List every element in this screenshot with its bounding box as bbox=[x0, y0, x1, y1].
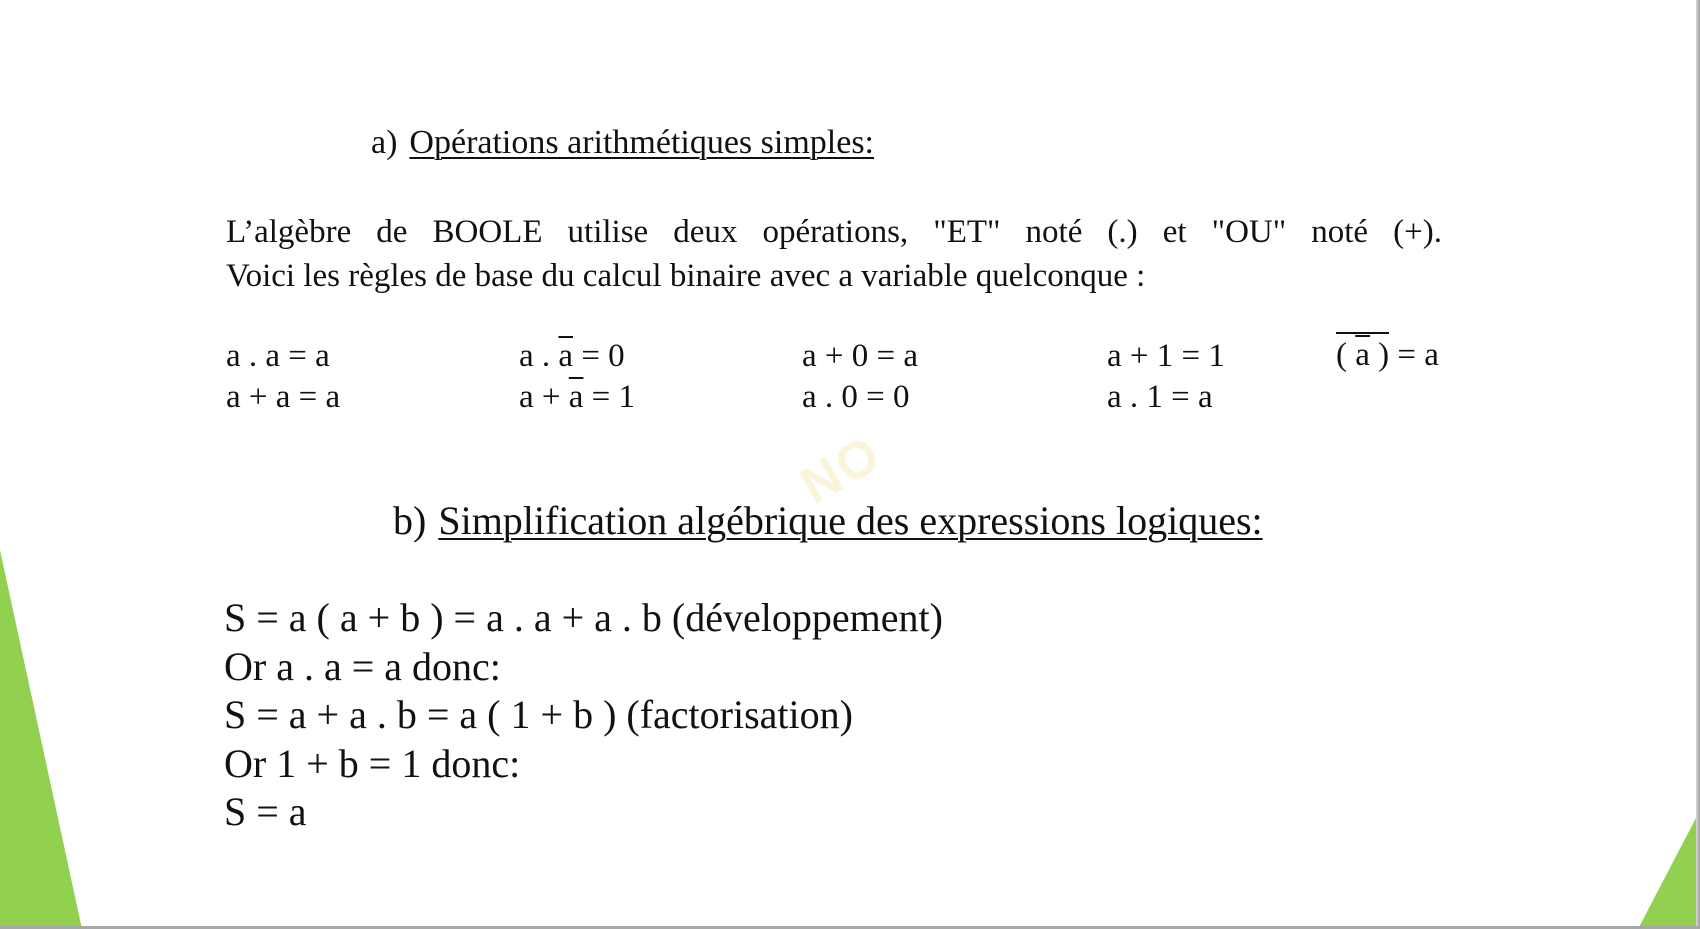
double-negation-close: ) bbox=[1369, 337, 1390, 373]
rule-and-complement-suffix: = 0 bbox=[573, 338, 625, 374]
double-negation-result: = a bbox=[1389, 337, 1439, 373]
rule-and-zero: a . 0 = 0 bbox=[802, 379, 910, 415]
derivation-line: Or a . a = a donc: bbox=[224, 643, 501, 689]
section-b-number: b) bbox=[393, 498, 427, 543]
derivation-line: Or 1 + b = 1 donc: bbox=[224, 740, 521, 786]
rule-or-one: a + 1 = 1 bbox=[1107, 338, 1225, 374]
rule-double-negation bbox=[1336, 332, 1439, 374]
derivation-block bbox=[224, 594, 943, 837]
slide-frame-right bbox=[1696, 0, 1700, 929]
rule-or-complement-suffix: = 1 bbox=[583, 379, 636, 415]
rule-or-complement-prefix: a + bbox=[519, 379, 569, 415]
rule-and-complement-prefix: a . bbox=[519, 338, 559, 374]
section-b-heading bbox=[393, 497, 1263, 544]
rule-or-complement bbox=[519, 379, 635, 416]
double-negation-overbar bbox=[1336, 332, 1390, 373]
intro-line-1: L’algèbre de BOOLE utilise deux opérations, "ET" noté (.) et "OU" noté (+). bbox=[226, 214, 1442, 250]
left-green-triangle bbox=[0, 550, 82, 929]
derivation-line: S = a bbox=[224, 789, 307, 834]
complement-a: $\overline{a}$ bbox=[568, 379, 584, 415]
rule-and-idempotence: a . a = a bbox=[226, 338, 330, 374]
section-a-title: Opérations arithmétiques simples: bbox=[409, 124, 874, 161]
section-a-number: a) bbox=[371, 124, 398, 161]
rule-or-zero: a + 0 = a bbox=[802, 338, 919, 374]
complement-a: $\overline{a}$ bbox=[1355, 337, 1370, 373]
watermark: NO bbox=[790, 424, 892, 516]
intro-paragraph bbox=[226, 210, 1442, 298]
intro-line-2: Voici les règles de base du calcul binaire avec a variable quelconque : bbox=[226, 258, 1146, 294]
complement-a: $\overline{a}$ bbox=[558, 338, 574, 374]
right-green-triangle bbox=[1638, 818, 1696, 929]
rule-and-one: a . 1 = a bbox=[1107, 379, 1213, 415]
derivation-line: S = a + a . b = a ( 1 + b ) (factorisation) bbox=[224, 692, 853, 737]
double-negation-open: ( bbox=[1336, 337, 1356, 373]
section-a-heading bbox=[371, 124, 874, 162]
derivation-line: S = a ( a + b ) = a . a + a . b (développement) bbox=[224, 595, 943, 640]
rule-or-idempotence: a + a = a bbox=[226, 379, 341, 415]
section-b-title: Simplification algébrique des expressions logiques: bbox=[438, 498, 1263, 543]
rule-and-complement bbox=[519, 338, 625, 375]
